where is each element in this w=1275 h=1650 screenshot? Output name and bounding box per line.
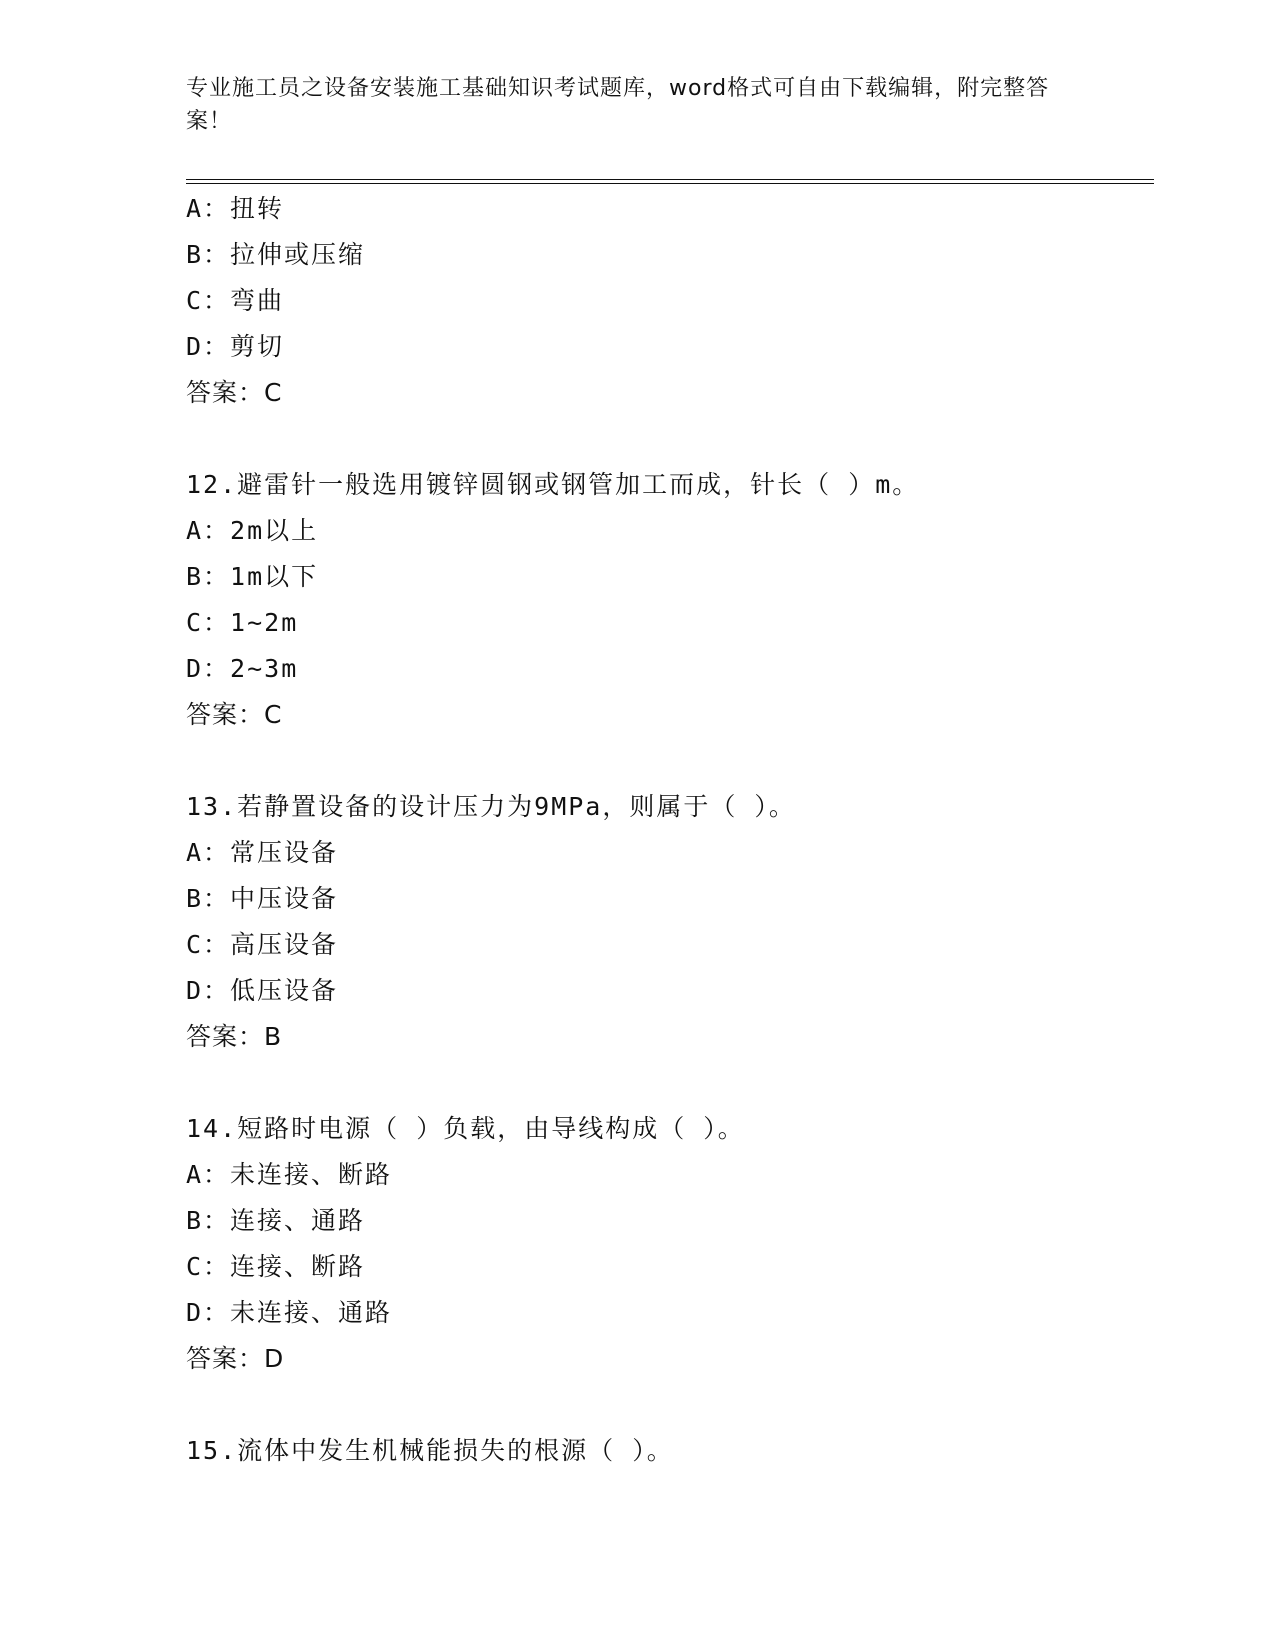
option-c: C：高压设备 <box>186 930 339 959</box>
spacer <box>186 416 1154 462</box>
question-12 <box>186 462 1154 738</box>
option-a: A：未连接、断路 <box>186 1160 393 1189</box>
header-divider-top <box>186 179 1154 180</box>
question-stem: 14.短路时电源（ ）负载，由导线构成（ ）。 <box>186 1114 745 1143</box>
option-d: D：未连接、通路 <box>186 1298 393 1327</box>
option-c: C：连接、断路 <box>186 1252 366 1281</box>
option-a: A：2m以上 <box>186 516 319 545</box>
option-b: B：中压设备 <box>186 884 339 913</box>
header-title: 专业施工员之设备安装施工基础知识考试题库，word格式可自由下载编辑，附完整答案！ <box>186 76 1050 134</box>
answer: 答案：D <box>186 1344 285 1373</box>
question-stem: 15.流体中发生机械能损失的根源（ ）。 <box>186 1436 674 1465</box>
question-13 <box>186 784 1154 1060</box>
option-c: C：弯曲 <box>186 286 285 315</box>
answer: 答案：C <box>186 700 283 729</box>
answer: 答案：B <box>186 1022 283 1051</box>
question-stem: 12.避雷针一般选用镀锌圆钢或钢管加工而成，针长（ ）m。 <box>186 470 920 499</box>
option-a: A：扭转 <box>186 194 285 223</box>
spacer <box>186 1060 1154 1106</box>
option-d: D：剪切 <box>186 332 285 361</box>
question-stem: 13.若静置设备的设计压力为9MPa，则属于（ ）。 <box>186 792 796 821</box>
option-c: C：1~2m <box>186 608 299 637</box>
option-a: A：常压设备 <box>186 838 339 867</box>
answer: 答案：C <box>186 378 283 407</box>
option-d: D：低压设备 <box>186 976 339 1005</box>
option-b: B：拉伸或压缩 <box>186 240 366 269</box>
header-divider-bottom <box>186 183 1154 184</box>
option-b: B：1m以下 <box>186 562 319 591</box>
spacer <box>186 1382 1154 1428</box>
question-15 <box>186 1428 1154 1474</box>
question-11-continued <box>186 186 1154 416</box>
option-b: B：连接、通路 <box>186 1206 366 1235</box>
option-d: D：2~3m <box>186 654 299 683</box>
question-list <box>186 186 1154 1474</box>
document-header <box>186 72 1076 138</box>
question-14 <box>186 1106 1154 1382</box>
spacer <box>186 738 1154 784</box>
